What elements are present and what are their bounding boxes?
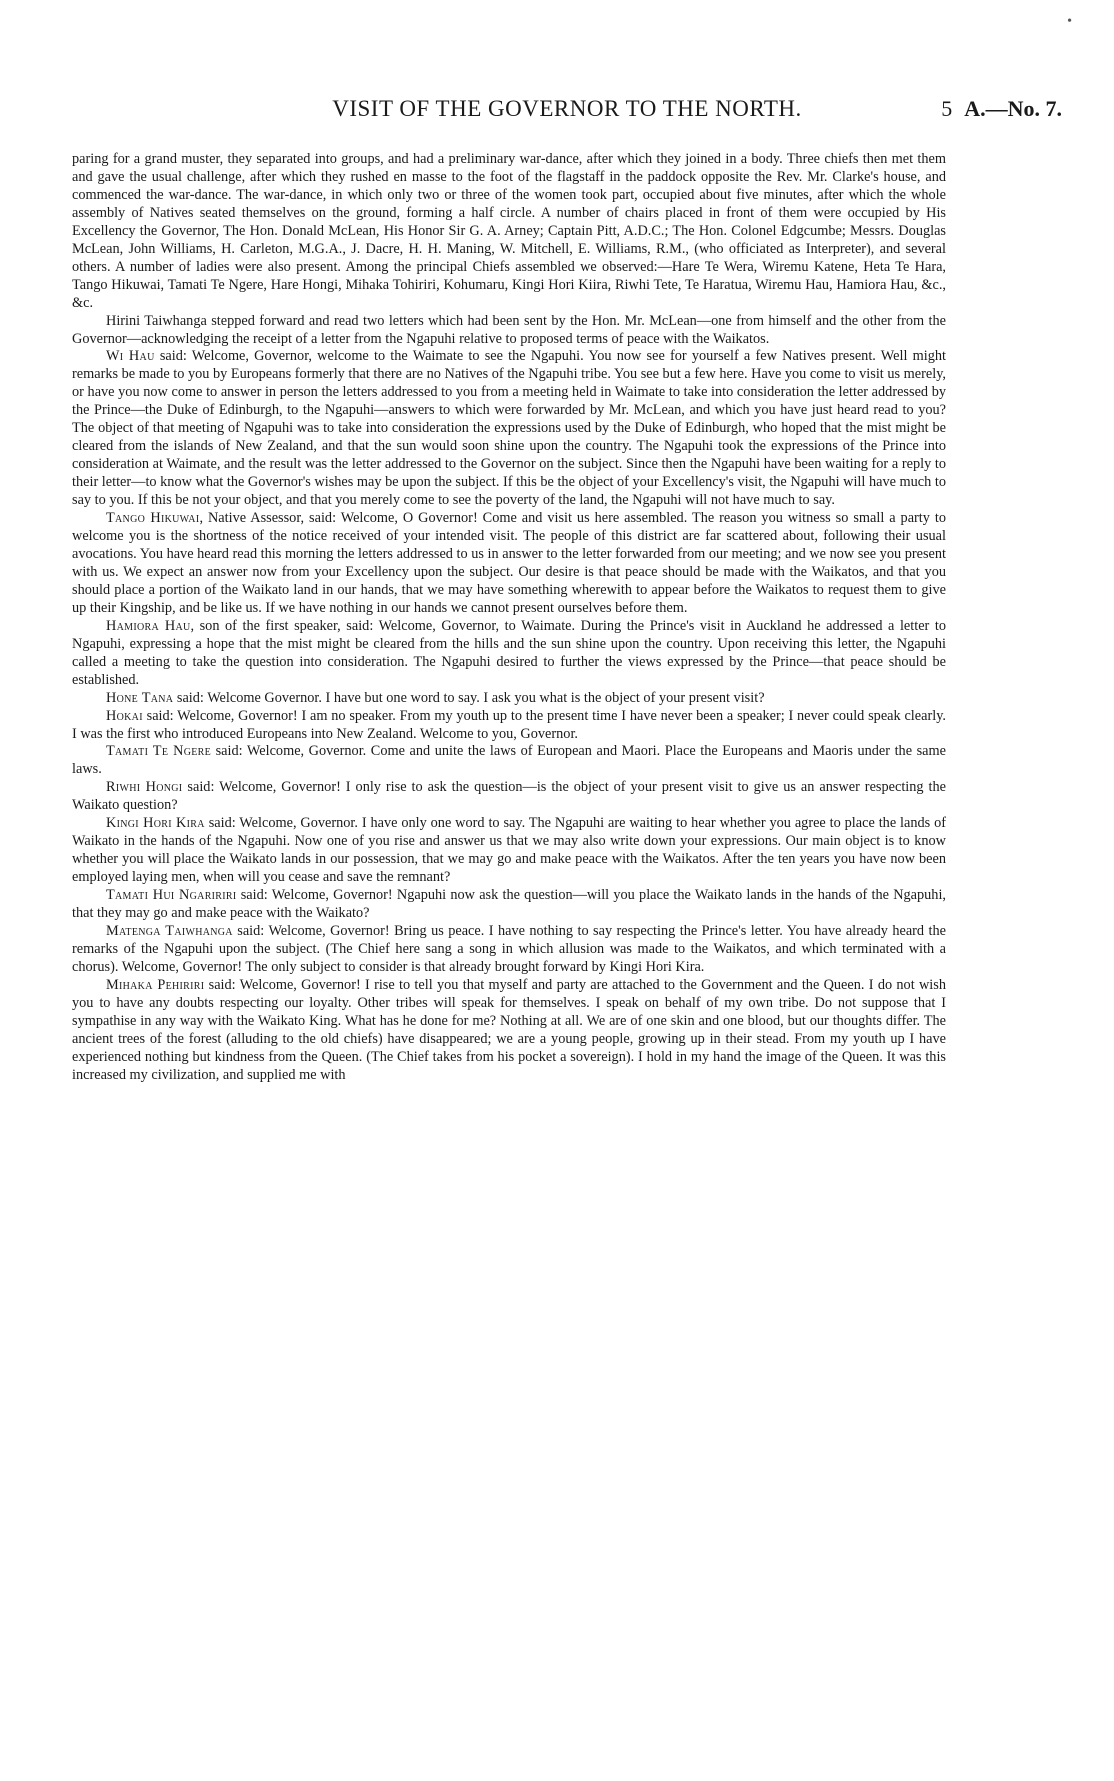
speaker-name: Riwhi Hongi — [106, 779, 183, 796]
speech-text: said: Welcome Governor. I have but one word to say. I ask you what is the object of your present visit? — [176, 689, 765, 706]
speech-paragraph — [72, 779, 946, 815]
speech-text: said: Welcome, Governor. I have only one word to say. The Ngapuhi are waiting to hear whether you agree to place the lands of Waikato in the hands of the Ngapuhi. Now one of you rise and answer us that we may also write down your expressions. Our main object is to know whether you will place the Waikato lands in our possession, that we may go and make peace with the Waikatos. After the ten years you have now been employed laying men, when will you cease and save the remnant? — [72, 815, 947, 886]
speech-text: said: Welcome, Governor! Bring us peace. I have nothing to say respecting the Prince's letter. You have already heard the remarks of the Ngapuhi upon the subject. (The Chief here sang a song in which allusion was made to the Waikatos, and which terminated with a chorus). Welcome, Governor! The only subject to consider is that already brought forward by Kingi Hori Kira. — [72, 922, 946, 975]
speech-text: said: Welcome, Governor! I only rise to ask the question—is the object of your present visit to give us an answer respecting the Waikato question? — [72, 779, 946, 814]
speech-text: said: Welcome, Governor! Ngapuhi now ask the question—will you place the Waikato lands in the hands of the Ngapuhi, that they may go and make peace with the Waikato? — [72, 887, 947, 922]
speech-text: said: Welcome, Governor, welcome to the Waimate to see the Ngapuhi. You now see for yourself a few Natives present. Well might remarks be made to you by Europeans formerly that there are no Natives of the Ngapuhi tribe. You see but a few here. Have you come to visit us merely, or have you now come to answer in person the letters addressed to you from a meeting held in Waimate to take into consideration the letter addressed by the Prince—the Duke of Edinburgh, to the Ngapuhi—answers to which were forwarded by Mr. McLean, and which you have just heard read to you? The object of that meeting of Ngapuhi was to take into consideration the expressions used by the Duke of Edinburgh, who hoped that the mist might be cleared from the islands of New Zealand, and that the sun would soon shine upon the country. The Ngapuhi took the expressions of the Prince into consideration at Waimate, and the result was the letter addressed to the Governor on the subject. Since then the Ngapuhi have been waiting for a reply to their letter—to know what the Governor's wishes may be upon the subject. If this be the object of your Excellency's visit, the Ngapuhi will have much to say to you. If this be not your object, and that you merely come to see the poverty of the land, the Ngapuhi will not have much to say. — [72, 348, 947, 509]
document-ref: A.—No. 7. — [964, 96, 1062, 121]
running-title: VISIT OF THE GOVERNOR TO THE NORTH. — [332, 96, 802, 121]
speaker-name: Hamiora Hau — [106, 617, 191, 634]
speech-text: said: Welcome, Governor! I rise to tell you that myself and party are attached to the Government and the Queen. I do not wish you to have any doubts respecting our loyalty. Other tribes will speak for themselves. I speak on behalf of my own tribe. Do not suppose that I sympathise in any way with the Waikato King. What has he done for me? Nothing at all. We are of one skin and one blood, but our thoughts differ. The ancient trees of the forest (alluding to the old chiefs) have disappeared; we are a young people, growing up in their stead. From my youth up I have experienced nothing but kindness from the Queen. (The Chief takes from his pocket a sovereign). I hold in my hand the image of the Queen. It was this increased my civilization, and supplied me with — [72, 976, 946, 1083]
speech-paragraph — [72, 815, 946, 887]
speech-paragraph — [72, 348, 946, 510]
speaker-name: Hone Tana — [106, 689, 174, 706]
speaker-name: Hokai — [106, 707, 143, 724]
speech-paragraph — [72, 887, 946, 923]
speech-paragraph — [72, 618, 946, 690]
speech-paragraph — [72, 510, 946, 618]
speech-paragraph — [72, 743, 946, 779]
speaker-name: Tamati Te Ngere — [106, 743, 212, 760]
speaker-name: Kingi Hori Kira — [106, 815, 205, 832]
corner-mark: • — [1067, 14, 1072, 29]
paragraph — [72, 151, 946, 313]
page-number: 5 — [941, 96, 953, 121]
speech-paragraph — [72, 708, 946, 744]
speech-paragraph — [72, 690, 946, 708]
speech-text: , son of the first speaker, said: Welcome, Governor, to Waimate. During the Prince's visit in Auckland he addressed a letter to Ngapuhi, expressing a hope that the mist might be cleared from the hills and the sun shine upon the country. Upon receiving this letter, the Ngapuhi called a meeting to take the question into consideration. The Ngapuhi desired to further the views expressed by the Prince—that peace should be established. — [72, 617, 946, 688]
speaker-name: Mihaka Pehiriri — [106, 976, 205, 993]
paragraph-text: Hirini Taiwhanga stepped forward and read two letters which had been sent by the Hon. Mr. McLean—one from himself and the other from the Governor—acknowledging the receipt of a letter from the Ngapuhi relative to proposed terms of peace with the Waikatos. — [72, 312, 946, 347]
speaker-name: Tamati Hui Ngaririri — [106, 887, 237, 904]
speech-text: said: Welcome, Governor. Come and unite the laws of European and Maori. Place the Europeans and Maoris under the same laws. — [72, 743, 946, 778]
speech-paragraph — [72, 923, 946, 977]
speaker-name: Matenga Taiwhanga — [106, 922, 233, 939]
paragraph — [72, 313, 946, 349]
speaker-name: Wi Hau — [106, 348, 155, 365]
speaker-name: Tango Hikuwai — [106, 510, 200, 527]
page-header — [72, 96, 1062, 126]
article-body — [72, 151, 946, 1085]
speech-paragraph — [72, 977, 946, 1085]
page-reference — [941, 96, 1062, 122]
speech-text: , Native Assessor, said: Welcome, O Governor! Come and visit us here assembled. The reason you witness so small a party to welcome you is the shortness of the notice received of your intended visit. The people of this district are far scattered about, following their usual avocations. You have heard read this morning the letters addressed to us in answer to the letter forwarded from our meeting; and we now see you present with us. We expect an answer now from your Excellency upon the subject. Our desire is that peace should be made with the Waikatos, and that you should place a portion of the Waikato land in our hands, that we may have something wherewith to appear before the Waikatos to request them to give up their Kingship, and be like us. If we have nothing in our hands we cannot present ourselves before them. — [72, 510, 946, 616]
speech-text: said: Welcome, Governor! I am no speaker. From my youth up to the present time I have never been a speaker; I never could speak clearly. I was the first who introduced Europeans into New Zealand. Welcome to you, Governor. — [72, 707, 946, 742]
paragraph-text: paring for a grand muster, they separated into groups, and had a preliminary war-dance, after which they joined in a body. Three chiefs then met them and gave the usual challenge, after which they rushed en masse to the foot of the flagstaff in the paddock opposite the Rev. Mr. Clarke's house, and commenced the war-dance. The war-dance, in which only two or three of the women took part, occupied about five minutes, after which the whole assembly of Natives seated themselves on the ground, forming a half circle. A number of chairs placed in front of them were occupied by His Excellency the Governor, The Hon. Donald McLean, His Honor Sir G. A. Arney; Captain Pitt, A.D.C.; The Hon. Colonel Edgcumbe; Messrs. Douglas McLean, John Williams, H. Carleton, M.G.A., J. Dacre, H. H. Maning, W. Mitchell, E. Williams, R.M., (who officiated as Interpreter), and several others. A number of ladies were also present. Among the principal Chiefs assembled we observed:—Hare Te Wera, Wiremu Katene, Heta Te Hara, Tango Hikuwai, Tamati Te Ngere, Hare Hongi, Mihaka Tohiriri, Kohumaru, Kingi Hori Kiira, Riwhi Tete, Te Haratua, Wiremu Hau, Hamiora Hau, &c., &c. — [72, 151, 946, 311]
